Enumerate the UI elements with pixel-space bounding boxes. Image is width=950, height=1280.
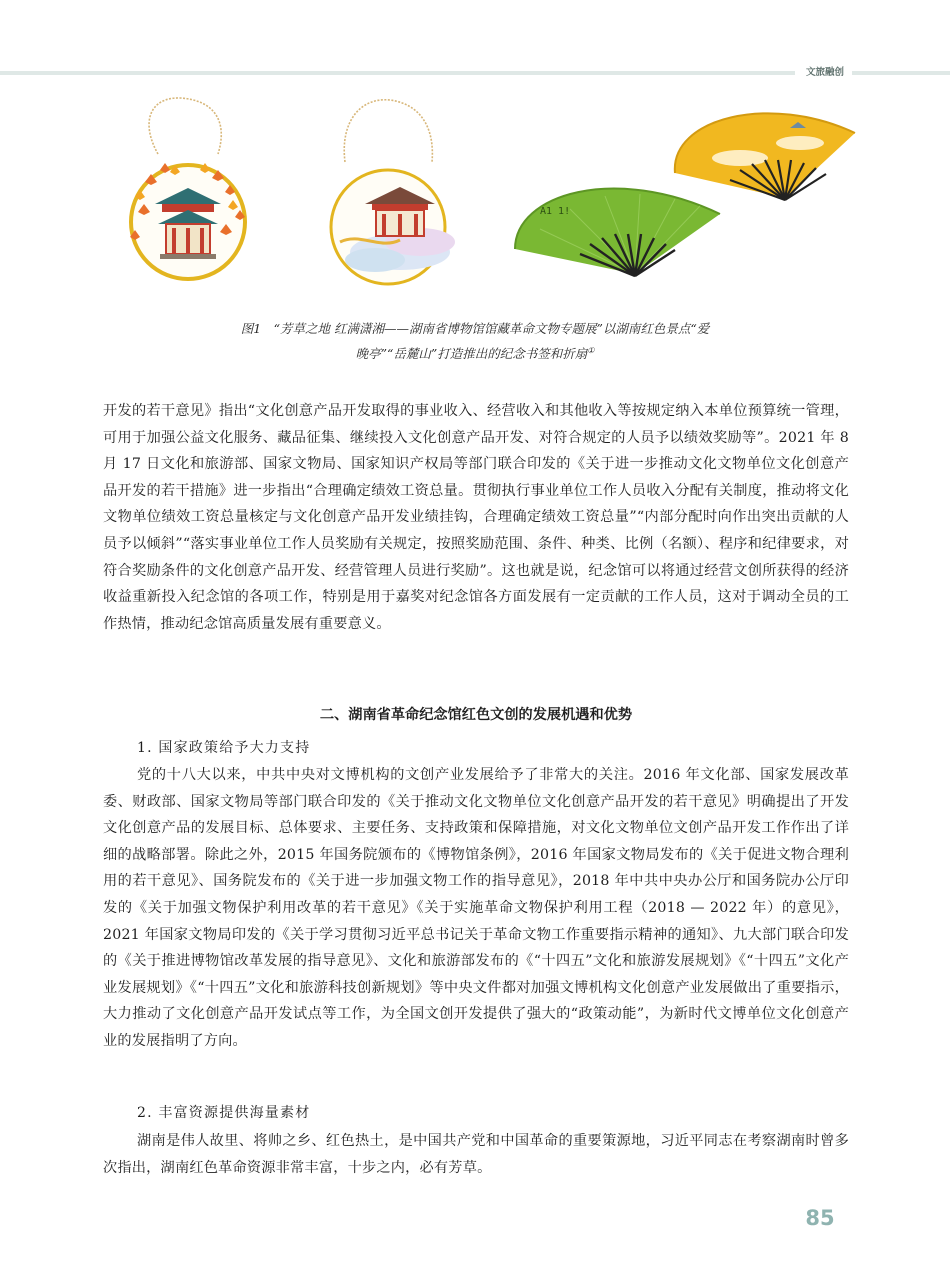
caption-line-1: 图1 “芳草之地 红满潇湘——湖南省博物馆馆藏革命文物专题展”以湖南红色景点“爱 [240, 321, 710, 336]
subheading-2: 2. 丰富资源提供海量素材 [137, 1105, 311, 1121]
section-heading: 二、湖南省革命纪念馆红色文创的发展机遇和优势 [319, 707, 633, 723]
subheading-1: 1. 国家政策给予大力支持 [137, 740, 311, 756]
section-tag: 文旅融创 [805, 67, 844, 78]
caption-text-2: 晚亭”“岳麓山”打造推出的纪念书签和折扇 [355, 346, 588, 362]
page-number: 85 [805, 1206, 835, 1230]
paragraph-2: 党的十八大以来，中共中央对文博机构的文创产业发展给予了非常大的关注。2016 年文化部、国家发展改革委、财政部、国家文物局等部门联合印发的《关于推动文化文物单位文化创意产品开发的若干意见》明确提出了开发文化创意产品的发展目标、总体要求、主要任务、支持政策和保障措施，对文化文物单位文创产品开发工作作出了详细的战略部署。除此之外，2015 年国务院颁布的《博物馆条例》，2016 年国家文物局发布的《关于促进文物合理利用的若干意见》、国务院发布的《关于进一步加强文物工作的指导意见》，2018 年中共中央办公厅和国务院办公厅印发的《关于加强文物保护利用改革的若干意见》《关于实施革命文物保护利用工程（2018 — 2022 年）的意见》，2021 年国家文物局印发的《关于学习贯彻习近平总书记关于革命文物工作重要指示精神的通知》、九大部门联合印发的《关于推进博物馆改革发展的指导意见》、文化和旅游部发布的《“十四五”文化和旅游发展规划》《“十四五”文化产业发展规划》《“十四五”文化和旅游科技创新规划》等中央文件都对加强文博机构文化创意产业发展做出了重要指示，大力推动了文化创意产品开发试点等工作，为全国文创开发提供了强大的“政策动能”，为新时代文博单位文化创意产业的发展指明了方向。 [103, 767, 849, 1049]
figure-caption [150, 318, 800, 365]
caption-line-2 [150, 340, 800, 365]
bookmark-aiwan-pavilion [100, 92, 250, 292]
figure-souvenirs [100, 92, 860, 302]
bookmark-yuelu-mountain [320, 92, 470, 292]
header-rule-right [852, 71, 950, 75]
header-rule [0, 71, 795, 75]
paragraph-1: 开发的若干意见》指出“文化创意产品开发取得的事业收入、经营收入和其他收入等按规定纳入本单位预算统一管理，可用于加强公益文化服务、藏品征集、继续投入文化创意产品开发、对符合规定的人员予以绩效奖励等”。2021 年 8 月 17 日文化和旅游部、国家文物局、国家知识产权局等部门联合印发的《关于进一步推动文化文物单位文化创意产品开发的若干措施》进一步指出“合理确定绩效工资总量。贯彻执行事业单位工作人员收入分配有关制度，推动将文化文物单位绩效工资总量核定与文化创意产品开发业绩挂钩，合理确定绩效工资总量”“内部分配时向作出突出贡献的人员予以倾斜”“落实事业单位工作人员奖励有关规定，按照奖励范围、条件、种类、比例（名额）、程序和纪律要求，对符合奖励条件的文化创意产品开发、经营管理人员进行奖励”。这也就是说，纪念馆可以将通过经营文创所获得的经济收益重新投入纪念馆的各项工作，特别是用于嘉奖对纪念馆各方面发展有一定贡献的工作人员，这对于调动全员的工作热情，推动纪念馆高质量发展有重要意义。 [103, 403, 849, 632]
paragraph-3: 湖南是伟人故里、将帅之乡、红色热土，是中国共产党和中国革命的重要策源地，习近平同志在考察湖南时曾多次指出，湖南红色革命资源非常丰富，十步之内，必有芳草。 [103, 1133, 849, 1176]
folding-fan-yellow [670, 98, 860, 208]
caption-footnote-mark: ① [587, 346, 595, 355]
fan-text: A1 1! [540, 206, 571, 217]
